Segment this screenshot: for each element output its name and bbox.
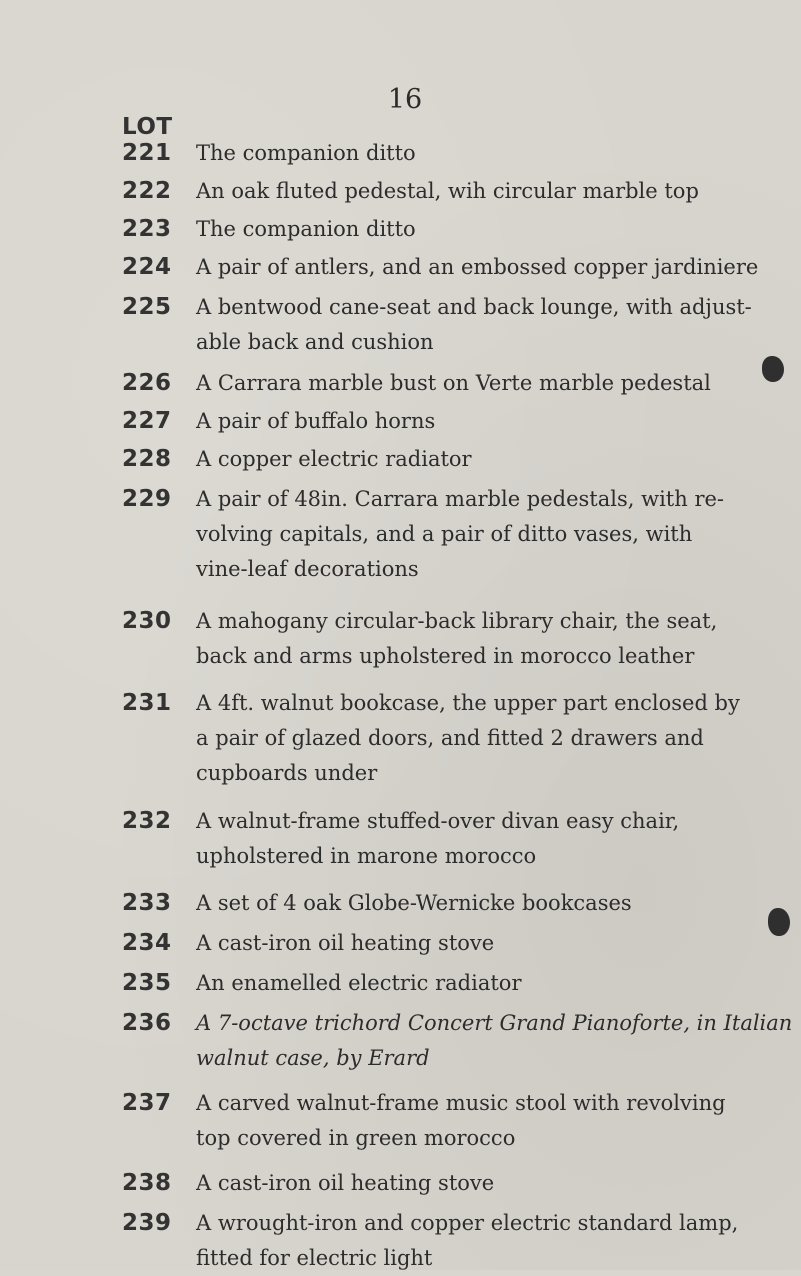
- lot-description: [196, 290, 796, 360]
- lot-description: [196, 804, 796, 874]
- lot-description-line: able back and cushion: [196, 330, 434, 354]
- lot-number: 239: [122, 1210, 172, 1236]
- lot-number: 228: [122, 446, 172, 472]
- lot-description-line: A pair of antlers, and an embossed copper jardiniere: [196, 255, 759, 279]
- lot-description: [196, 174, 796, 209]
- binding-hole-mark: [762, 356, 784, 382]
- lot-description-line: A cast-iron oil heating stove: [196, 1171, 495, 1195]
- lot-description-line: A Carrara marble bust on Verte marble pedestal: [196, 371, 711, 395]
- lot-number: 223: [122, 216, 172, 242]
- lot-description-line: A 7-octave trichord Concert Grand Pianoforte, in Italian: [196, 1011, 793, 1035]
- lot-number: 233: [122, 890, 172, 916]
- lot-number: 234: [122, 930, 172, 956]
- lot-description-line: A bentwood cane-seat and back lounge, with adjust-: [196, 295, 752, 319]
- lot-number: 230: [122, 608, 172, 634]
- lot-description-line: A walnut-frame stuffed-over divan easy chair,: [196, 809, 680, 833]
- lot-description: [196, 1166, 796, 1201]
- lot-description-line: A cast-iron oil heating stove: [196, 931, 495, 955]
- lot-description-line: A 4ft. walnut bookcase, the upper part enclosed by: [196, 691, 740, 715]
- lot-description-line: A carved walnut-frame music stool with revolving: [196, 1091, 726, 1115]
- lot-description: [196, 482, 796, 587]
- lot-description: [196, 886, 796, 921]
- lot-description: [196, 1086, 796, 1156]
- lot-column-header: LOT: [122, 114, 173, 140]
- lot-description: [196, 250, 796, 285]
- lot-description-line: An enamelled electric radiator: [196, 971, 522, 995]
- lot-number: 225: [122, 294, 172, 320]
- lot-description: [196, 1006, 796, 1076]
- lot-description: [196, 404, 796, 439]
- lot-description-line: The companion ditto: [196, 141, 416, 165]
- lot-description-line: A copper electric radiator: [196, 447, 472, 471]
- lot-description-line: A pair of buffalo horns: [196, 409, 436, 433]
- lot-description-line: volving capitals, and a pair of ditto vases, with: [196, 522, 693, 546]
- lot-number: 221: [122, 140, 172, 166]
- lot-number: 229: [122, 486, 172, 512]
- lot-description-line: upholstered in marone morocco: [196, 844, 537, 868]
- lot-description-line: A pair of 48in. Carrara marble pedestals, with re-: [196, 487, 725, 511]
- lot-description: [196, 686, 796, 791]
- lot-description-line: A set of 4 oak Globe-Wernicke bookcases: [196, 891, 632, 915]
- lot-description-line: a pair of glazed doors, and fitted 2 drawers and: [196, 726, 704, 750]
- lot-number: 236: [122, 1010, 172, 1036]
- lot-description: [196, 966, 796, 1001]
- lot-description: [196, 1206, 796, 1276]
- lot-number: 235: [122, 970, 172, 996]
- binding-hole-mark: [768, 908, 790, 936]
- lot-description: [196, 212, 796, 247]
- lot-description: [196, 136, 796, 171]
- lot-description: [196, 604, 796, 674]
- lot-description: [196, 926, 796, 961]
- lot-description-line: vine-leaf decorations: [196, 557, 419, 581]
- lot-description-line: back and arms upholstered in morocco leather: [196, 644, 695, 668]
- lot-number: 224: [122, 254, 172, 280]
- lot-description-line: fitted for electric light: [196, 1246, 433, 1270]
- lot-description-line: The companion ditto: [196, 217, 416, 241]
- lot-description-line: A mahogany circular-back library chair, the seat,: [196, 609, 718, 633]
- lot-number: 226: [122, 370, 172, 396]
- lot-number: 231: [122, 690, 172, 716]
- lot-number: 227: [122, 408, 172, 434]
- lot-description: [196, 442, 796, 477]
- page-number: 16: [387, 84, 423, 115]
- lot-number: 237: [122, 1090, 172, 1116]
- lot-description-line: A wrought-iron and copper electric standard lamp,: [196, 1211, 739, 1235]
- lot-description-line: top covered in green morocco: [196, 1126, 516, 1150]
- lot-number: 238: [122, 1170, 172, 1196]
- lot-number: 222: [122, 178, 172, 204]
- lot-description-line: walnut case, by Erard: [196, 1046, 430, 1070]
- lot-number: 232: [122, 808, 172, 834]
- lot-description-line: An oak fluted pedestal, wih circular marble top: [196, 179, 699, 203]
- lot-description: [196, 366, 796, 401]
- lot-description-line: cupboards under: [196, 761, 378, 785]
